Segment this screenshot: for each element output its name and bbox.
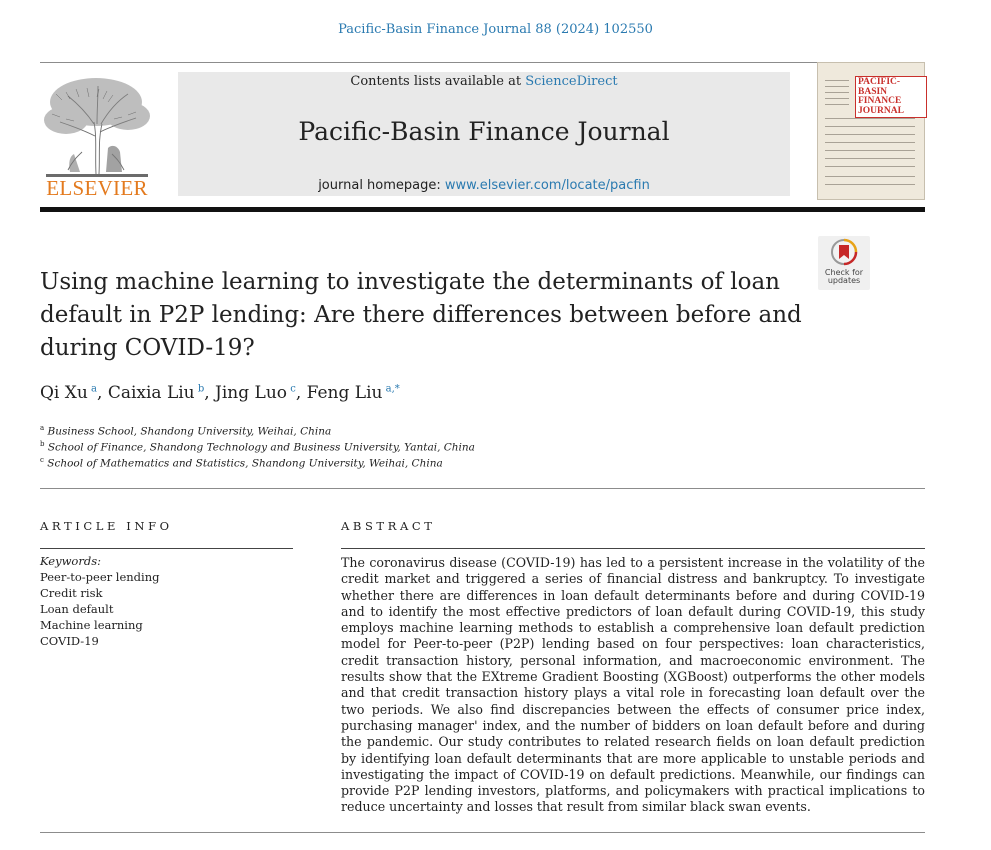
cover-text-line: [825, 150, 915, 151]
keyword: Peer-to-peer lending: [40, 570, 160, 584]
cover-title: PACIFIC-BASIN FINANCE JOURNAL: [855, 76, 927, 118]
divider: [40, 62, 925, 63]
elsevier-logo-text: ELSEVIER: [46, 176, 148, 200]
affiliation: [40, 456, 443, 470]
author-affiliation-mark[interactable]: a,*: [385, 383, 400, 395]
author-affiliation-mark[interactable]: c: [290, 383, 296, 395]
article-info-heading: ARTICLE INFO: [40, 519, 173, 533]
cover-text-line: [825, 86, 849, 87]
cover-text-line: [825, 92, 849, 93]
article-title: Using machine learning to investigate the determinants of loan default in P2P lending: Are there differences between before and during COVID-19?: [40, 269, 802, 361]
check-updates-badge-icon: [830, 238, 858, 266]
cover-text-line: [825, 118, 915, 119]
affiliation: [40, 424, 331, 438]
header-rule: [40, 207, 925, 212]
contents-line: [178, 74, 790, 89]
cover-text-line: [825, 80, 849, 81]
sciencedirect-link[interactable]: ScienceDirect: [525, 74, 618, 89]
homepage-link[interactable]: www.elsevier.com/locate/pacfin: [444, 178, 650, 193]
author-name[interactable]: Feng Liu: [306, 383, 383, 403]
check-updates-label: [818, 269, 870, 285]
author-name[interactable]: Qi Xu: [40, 383, 88, 403]
affiliation-mark: c: [40, 456, 44, 464]
abstract-heading: ABSTRACT: [341, 519, 436, 533]
cover-text-line: [825, 166, 915, 167]
affiliation-text: Business School, Shandong University, Weihai, China: [47, 425, 332, 438]
check-updates-line2: updates: [827, 276, 861, 285]
author-affiliation-mark[interactable]: a: [91, 383, 97, 395]
affiliation-mark: b: [40, 440, 45, 448]
divider: [341, 548, 925, 549]
check-updates-line1: Check for: [824, 268, 864, 277]
author-name[interactable]: Jing Luo: [215, 383, 288, 403]
divider: [40, 548, 293, 549]
author-name[interactable]: Caixia Liu: [107, 383, 195, 403]
keyword: Machine learning: [40, 618, 143, 632]
cover-text-line: [825, 158, 915, 159]
homepage-line: [178, 178, 790, 193]
cover-text-line: [825, 184, 915, 185]
keyword: COVID-19: [40, 634, 99, 648]
journal-name: Pacific-Basin Finance Journal: [298, 117, 670, 146]
author-list: Qi Xu $^a$, Caixia Liu $^b$, Jing Luo $^c$, Feng Liu $^{a,*}$: [40, 383, 400, 403]
keyword: Loan default: [40, 602, 114, 616]
keyword: Credit risk: [40, 586, 103, 600]
affiliation-mark: a: [40, 424, 45, 432]
cover-text-line: [825, 98, 849, 99]
affiliation-text: School of Finance, Shandong Technology and Business University, Yantai, China: [47, 441, 475, 454]
cover-text-line: [825, 126, 915, 127]
author-affiliation-mark[interactable]: b: [197, 383, 205, 395]
journal-citation[interactable]: Pacific-Basin Finance Journal 88 (2024) 102550: [338, 22, 653, 37]
cover-text-line: [825, 134, 915, 135]
cover-text-line: [825, 104, 849, 105]
abstract-text: The coronavirus disease (COVID-19) has led to a persistent increase in the volatility of the credit market and triggered a series of financial distress and bankruptcy. To investigate whether there are differences in loan default determinants before and during COVID-19 and to identify the most effective predictors of loan default during COVID-19, this study employs machine learning methods to establish a comprehensive loan default prediction model for Peer-to-peer (P2P) lending based on four perspectives: loan characteristics, credit transaction history, personal information, and macroeconomic environment. The results show that the EXtreme Gradient Boosting (XGBoost) outperforms the other models and that credit transaction history plays a vital role in forecasting loan default over the two periods. We also find discrepancies between the effects of consumer price index, purchasing manager' index, and the number of bidders on loan default before and during the pandemic. Our study contributes to related research fields on loan default prediction by identifying loan default determinants that are more applicable to unstable periods and investigating the impact of COVID-19 on default predictions. Meanwhile, our findings can provide P2P lending investors, platforms, and policymakers with practical implications to reduce uncertainty and losses that result from similar black swan events.: [341, 555, 925, 815]
contents-prefix: Contents lists available at: [350, 74, 526, 89]
homepage-prefix: journal homepage:: [318, 178, 445, 193]
affiliation: [40, 440, 475, 454]
cover-text-line: [825, 176, 915, 177]
divider: [40, 488, 925, 489]
cover-text-line: [825, 142, 915, 143]
affiliation-text: School of Mathematics and Statistics, Shandong University, Weihai, China: [47, 457, 443, 470]
divider: [40, 832, 925, 833]
keywords-label: Keywords:: [40, 554, 101, 568]
